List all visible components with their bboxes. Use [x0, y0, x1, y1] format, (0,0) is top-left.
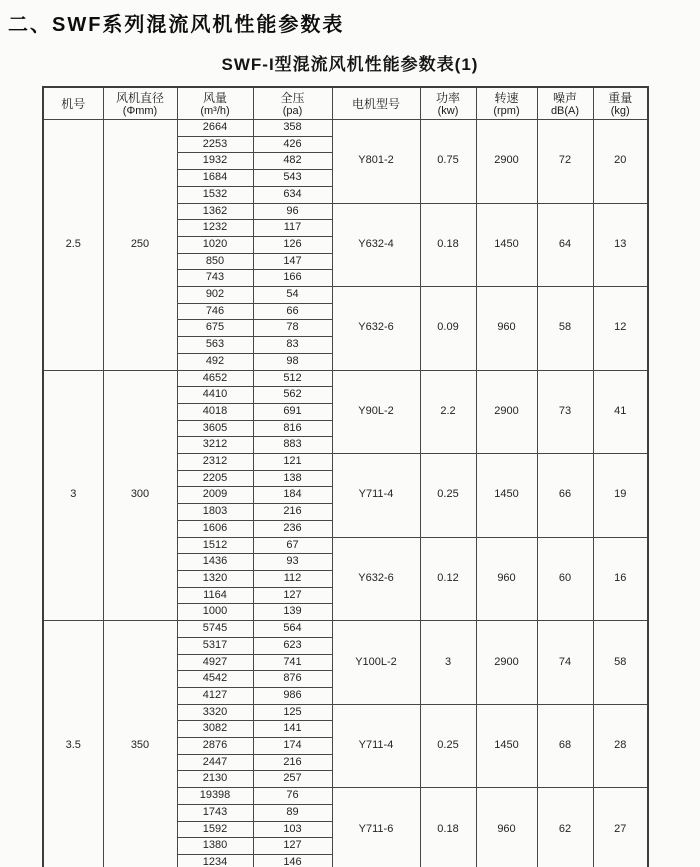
- cell-pressure: 126: [253, 236, 332, 253]
- cell-pressure: 54: [253, 287, 332, 304]
- cell-pressure: 125: [253, 704, 332, 721]
- cell-weight: 27: [593, 788, 648, 867]
- cell-airflow: 675: [177, 320, 253, 337]
- cell-airflow: 1606: [177, 520, 253, 537]
- cell-pressure: 816: [253, 420, 332, 437]
- cell-airflow: 4018: [177, 403, 253, 420]
- cell-power: 3: [420, 621, 476, 705]
- cell-airflow: 1320: [177, 570, 253, 587]
- cell-pressure: 216: [253, 504, 332, 521]
- cell-motor-model: Y632-6: [332, 537, 420, 621]
- cell-speed: 2900: [476, 621, 537, 705]
- cell-pressure: 66: [253, 303, 332, 320]
- cell-noise: 74: [537, 621, 593, 705]
- cell-airflow: 4127: [177, 687, 253, 704]
- cell-pressure: 147: [253, 253, 332, 270]
- cell-airflow: 3082: [177, 721, 253, 738]
- cell-motor-model: Y711-4: [332, 704, 420, 788]
- cell-airflow: 1684: [177, 170, 253, 187]
- cell-airflow: 2447: [177, 754, 253, 771]
- cell-noise: 62: [537, 788, 593, 867]
- cell-airflow: 4410: [177, 387, 253, 404]
- cell-airflow: 4542: [177, 671, 253, 688]
- cell-weight: 20: [593, 120, 648, 204]
- cell-weight: 13: [593, 203, 648, 287]
- cell-airflow: 1234: [177, 854, 253, 867]
- cell-motor-model: Y801-2: [332, 120, 420, 204]
- cell-airflow: 746: [177, 303, 253, 320]
- cell-noise: 58: [537, 287, 593, 371]
- cell-pressure: 141: [253, 721, 332, 738]
- cell-power: 0.18: [420, 788, 476, 867]
- cell-speed: 960: [476, 287, 537, 371]
- cell-pressure: 691: [253, 403, 332, 420]
- cell-pressure: 562: [253, 387, 332, 404]
- cell-pressure: 127: [253, 838, 332, 855]
- cell-airflow: 2205: [177, 470, 253, 487]
- cell-pressure: 103: [253, 821, 332, 838]
- col-header-model-no: 机号: [43, 87, 103, 120]
- cell-pressure: 426: [253, 136, 332, 153]
- cell-speed: 1450: [476, 704, 537, 788]
- cell-noise: 66: [537, 454, 593, 538]
- cell-pressure: 876: [253, 671, 332, 688]
- cell-pressure: 543: [253, 170, 332, 187]
- cell-pressure: 174: [253, 738, 332, 755]
- col-header-speed: 转速 (rpm): [476, 87, 537, 120]
- cell-pressure: 741: [253, 654, 332, 671]
- cell-power: 2.2: [420, 370, 476, 454]
- cell-power: 0.75: [420, 120, 476, 204]
- cell-airflow: 19398: [177, 788, 253, 805]
- cell-airflow: 2876: [177, 738, 253, 755]
- cell-pressure: 83: [253, 337, 332, 354]
- cell-airflow: 850: [177, 253, 253, 270]
- cell-airflow: 1000: [177, 604, 253, 621]
- cell-pressure: 96: [253, 203, 332, 220]
- cell-motor-model: Y711-6: [332, 788, 420, 867]
- cell-airflow: 1164: [177, 587, 253, 604]
- cell-pressure: 482: [253, 153, 332, 170]
- cell-model-no: 2.5: [43, 120, 103, 371]
- cell-airflow: 563: [177, 337, 253, 354]
- cell-airflow: 2253: [177, 136, 253, 153]
- cell-pressure: 127: [253, 587, 332, 604]
- cell-weight: 58: [593, 621, 648, 705]
- cell-power: 0.09: [420, 287, 476, 371]
- cell-airflow: 743: [177, 270, 253, 287]
- performance-table: [42, 86, 649, 867]
- cell-weight: 28: [593, 704, 648, 788]
- cell-pressure: 512: [253, 370, 332, 387]
- cell-pressure: 986: [253, 687, 332, 704]
- cell-weight: 19: [593, 454, 648, 538]
- cell-pressure: 564: [253, 621, 332, 638]
- cell-noise: 60: [537, 537, 593, 621]
- cell-motor-model: Y632-6: [332, 287, 420, 371]
- cell-pressure: 121: [253, 454, 332, 471]
- col-header-motor-model: 电机型号: [332, 87, 420, 120]
- cell-diameter: 350: [103, 621, 177, 867]
- cell-airflow: 1932: [177, 153, 253, 170]
- cell-airflow: 1020: [177, 236, 253, 253]
- cell-airflow: 3212: [177, 437, 253, 454]
- cell-noise: 72: [537, 120, 593, 204]
- cell-power: 0.12: [420, 537, 476, 621]
- cell-power: 0.25: [420, 454, 476, 538]
- table-row: [43, 120, 648, 137]
- cell-pressure: 78: [253, 320, 332, 337]
- cell-motor-model: Y632-4: [332, 203, 420, 287]
- cell-diameter: 250: [103, 120, 177, 371]
- table-row: [43, 370, 648, 387]
- cell-airflow: 5745: [177, 621, 253, 638]
- cell-weight: 16: [593, 537, 648, 621]
- cell-model-no: 3: [43, 370, 103, 621]
- cell-speed: 2900: [476, 120, 537, 204]
- col-header-diameter: 风机直径 (Φmm): [103, 87, 177, 120]
- cell-pressure: 358: [253, 120, 332, 137]
- cell-airflow: 4652: [177, 370, 253, 387]
- cell-pressure: 117: [253, 220, 332, 237]
- cell-pressure: 236: [253, 520, 332, 537]
- col-header-power: 功率 (kw): [420, 87, 476, 120]
- cell-noise: 64: [537, 203, 593, 287]
- cell-airflow: 492: [177, 353, 253, 370]
- cell-airflow: 1592: [177, 821, 253, 838]
- col-header-pressure: 全压 (pa): [253, 87, 332, 120]
- cell-airflow: 1743: [177, 804, 253, 821]
- cell-motor-model: Y90L-2: [332, 370, 420, 454]
- cell-speed: 1450: [476, 203, 537, 287]
- cell-airflow: 2009: [177, 487, 253, 504]
- cell-airflow: 1512: [177, 537, 253, 554]
- cell-airflow: 2664: [177, 120, 253, 137]
- cell-noise: 68: [537, 704, 593, 788]
- cell-airflow: 3605: [177, 420, 253, 437]
- cell-airflow: 1362: [177, 203, 253, 220]
- cell-weight: 12: [593, 287, 648, 371]
- cell-noise: 73: [537, 370, 593, 454]
- cell-airflow: 1803: [177, 504, 253, 521]
- table-title: SWF-I型混流风机性能参数表(1): [221, 55, 479, 74]
- cell-pressure: 112: [253, 570, 332, 587]
- cell-pressure: 146: [253, 854, 332, 867]
- cell-pressure: 98: [253, 353, 332, 370]
- cell-pressure: 216: [253, 754, 332, 771]
- col-header-airflow: 风量 (m³/h): [177, 87, 253, 120]
- cell-airflow: 1232: [177, 220, 253, 237]
- cell-airflow: 5317: [177, 637, 253, 654]
- cell-airflow: 1532: [177, 186, 253, 203]
- cell-airflow: 4927: [177, 654, 253, 671]
- cell-speed: 960: [476, 788, 537, 867]
- header-row: [43, 87, 648, 120]
- table-body: [43, 120, 648, 867]
- cell-airflow: 1436: [177, 554, 253, 571]
- cell-pressure: 623: [253, 637, 332, 654]
- cell-pressure: 166: [253, 270, 332, 287]
- cell-pressure: 89: [253, 804, 332, 821]
- cell-model-no: 3.5: [43, 621, 103, 867]
- cell-pressure: 76: [253, 788, 332, 805]
- cell-pressure: 257: [253, 771, 332, 788]
- cell-airflow: 3320: [177, 704, 253, 721]
- cell-pressure: 139: [253, 604, 332, 621]
- cell-airflow: 2130: [177, 771, 253, 788]
- cell-airflow: 902: [177, 287, 253, 304]
- cell-speed: 2900: [476, 370, 537, 454]
- cell-pressure: 883: [253, 437, 332, 454]
- table-row: [43, 621, 648, 638]
- cell-motor-model: Y711-4: [332, 454, 420, 538]
- cell-pressure: 184: [253, 487, 332, 504]
- cell-speed: 1450: [476, 454, 537, 538]
- col-header-noise: 噪声 dB(A): [537, 87, 593, 120]
- col-header-weight: 重量 (kg): [593, 87, 648, 120]
- table-header: [43, 87, 648, 120]
- cell-pressure: 138: [253, 470, 332, 487]
- cell-motor-model: Y100L-2: [332, 621, 420, 705]
- cell-airflow: 1380: [177, 838, 253, 855]
- cell-pressure: 93: [253, 554, 332, 571]
- cell-power: 0.18: [420, 203, 476, 287]
- page-title: 二、SWF系列混流风机性能参数表: [8, 14, 345, 36]
- cell-power: 0.25: [420, 704, 476, 788]
- cell-weight: 41: [593, 370, 648, 454]
- cell-diameter: 300: [103, 370, 177, 621]
- cell-pressure: 67: [253, 537, 332, 554]
- cell-airflow: 2312: [177, 454, 253, 471]
- cell-speed: 960: [476, 537, 537, 621]
- cell-pressure: 634: [253, 186, 332, 203]
